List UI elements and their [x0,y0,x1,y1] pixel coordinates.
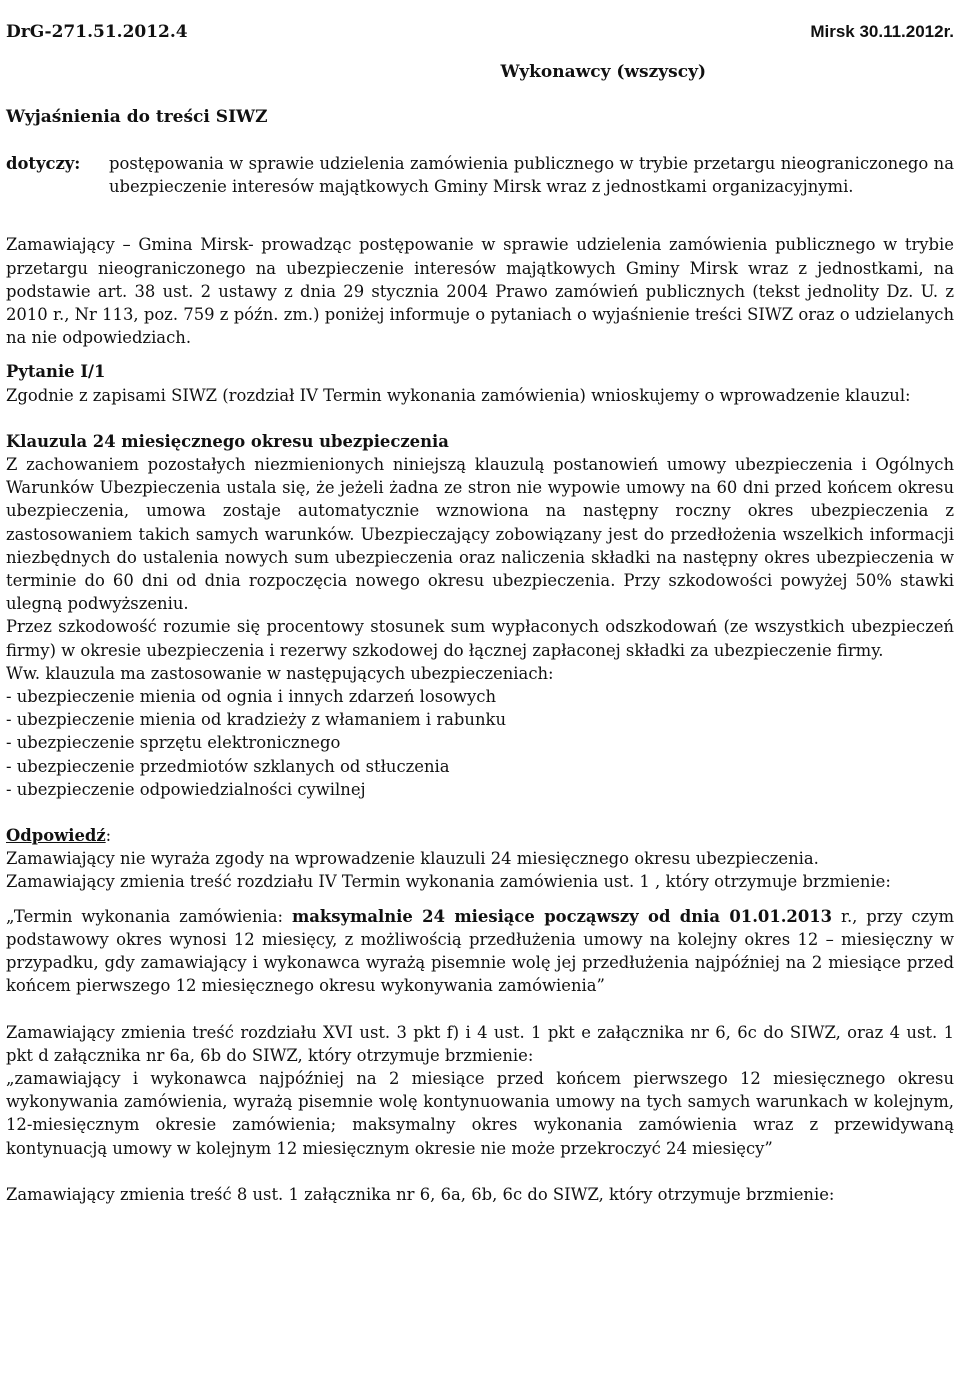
list-item: - ubezpieczenie mienia od kradzieży z włamaniem i rabunku [6,708,954,731]
list-item: - ubezpieczenie sprzętu elektronicznego [6,731,954,754]
loss-ratio-text: Przez szkodowość rozumie się procentowy stosunek sum wypłaconych odszkodowań (ze wszystkich ubezpieczeń firmy) w okresie ubezpieczenia i rezerwy szkodowej do łącznej zapłaconej składki za ubezpieczenie firmy. [6,617,954,660]
answer-line-1: Zamawiający nie wyraża zgody na wprowadzenie klauzuli 24 miesięcznego okresu ubezpieczenia. [6,849,819,869]
subject-heading: Wyjaśnienia do treści SIWZ [6,107,268,127]
answer-colon: : [105,826,112,846]
answer-quote-1 [6,905,954,998]
applies-text: Ww. klauzula ma zastosowanie w następujących ubezpieczeniach: [6,663,554,683]
answer-line-2: Zamawiający zmienia treść rozdziału IV Termin wykonania zamówienia ust. 1 , który otrzymuje brzmienie: [6,872,891,892]
list-item: - ubezpieczenie mienia od ognia i innych zdarzeń losowych [6,685,954,708]
quote-1-rest: r., przy czym podstawowy okres wynosi 12 miesięcy, z możliwością przedłużenia umowy na kolejny okres 12 – miesięczny w przypadku, gdy zamawiający i wykonawca wyrażą pisemnie wolę jej przedłużenia najpóźniej na 2 miesiące przed końcem pierwszego 12 miesięcznego okresu wykonywania zamówienia” [6,906,954,996]
quote-1-start: „Termin wykonania zamówienia: [6,906,292,926]
reference-number: DrG-271.51.2012.4 [6,22,188,42]
quote-1-bold: maksymalnie 24 miesiące począwszy od dnia 01.01.2013 [291,906,833,926]
header-row [6,20,954,44]
intro-paragraph: Zamawiający – Gmina Mirsk- prowadząc postępowanie w sprawie udzielenia zamówienia publicznego w trybie przetargu nieograniczonego na ubezpieczenie interesów majątkowych Gminy Mirsk wraz z jednostkami, na podstawie art. 38 ust. 2 ustawy z dnia 29 stycznia 2004 Prawo zamówień publicznych (tekst jednolity Dz. U. z 2010 r., Nr 113, poz. 759 z późn. zm.) poniżej informuje o pytaniach o wyjaśnienie treści SIWZ oraz o udzielanych na nie odpowiedziach. [6,235,954,348]
question-title: Pytanie I/1 [6,362,106,382]
answer-line-3: Zamawiający zmienia treść rozdziału XVI ust. 3 pkt f) i 4 ust. 1 pkt e załącznika nr 6, 6c do SIWZ, oraz 4 ust. 1 pkt d załącznika nr 6a, 6b do SIWZ, który otrzymuje brzmienie: [6,1022,954,1065]
answer-title: Odpowiedź [6,826,106,846]
answer-heading [6,824,954,847]
answer-line-4: Zamawiający zmienia treść 8 ust. 1 załącznika nr 6, 6a, 6b, 6c do SIWZ, który otrzymuje brzmienie: [6,1184,835,1204]
insurance-list [6,685,954,801]
clause-title: Klauzula 24 miesięcznego okresu ubezpieczenia [6,431,449,451]
answer-quote-2: „zamawiający i wykonawca najpóźniej na 2 miesiące przed końcem pierwszego 12 miesięcznego okresu wykonywania zamówienia, wyrażą pisemnie wolę kontynuowania umowy na tych samych warunkach w kolejnym, 12-miesięcznym okresie zamówienia; maksymalny okres wykonania zamówienia wraz z przewidywaną kontynuacją umowy w kolejnym 12 miesięcznym okresie nie może przekroczyć 24 miesięcy” [6,1068,954,1158]
regarding-block [6,152,954,198]
recipients: Wykonawcy (wszyscy) [500,62,706,82]
place-date: Mirsk 30.11.2012r. [810,22,954,41]
question-text: Zgodnie z zapisami SIWZ (rozdział IV Termin wykonania zamówienia) wnioskujemy o wprowadzenie klauzul: [6,385,911,405]
regarding-text: postępowania w sprawie udzielenia zamówienia publicznego w trybie przetargu nieograniczonego na ubezpieczenie interesów majątkowych Gminy Mirsk wraz z jednostkami organizacyjnymi. [109,154,954,197]
regarding-label: dotyczy: [6,154,81,173]
clause-text: Z zachowaniem pozostałych niezmienionych niniejszą klauzulą postanowień umowy ubezpieczenia i Ogólnych Warunków Ubezpieczenia ustala się, że jeżeli żadna ze stron nie wypowie umowy na 60 dni przed końcem okresu ubezpieczenia, umowa zostaje automatycznie wznowiona na następny roczny okres ubezpieczenia z zastosowaniem takich samych warunków. Ubezpieczający zobowiązany jest do przedłożenia wszelkich informacji niezbędnych do ustalenia nowych sum ubezpieczenia oraz naliczenia składki na następny okres ubezpieczenia w terminie do 60 dni od dnia rozpoczęcia nowego okresu ubezpieczenia. Przy szkodowości powyżej 50% stawki ulegną podwyższeniu. [6,455,954,614]
list-item: - ubezpieczenie odpowiedzialności cywilnej [6,778,954,801]
list-item: - ubezpieczenie przedmiotów szklanych od stłuczenia [6,755,954,778]
